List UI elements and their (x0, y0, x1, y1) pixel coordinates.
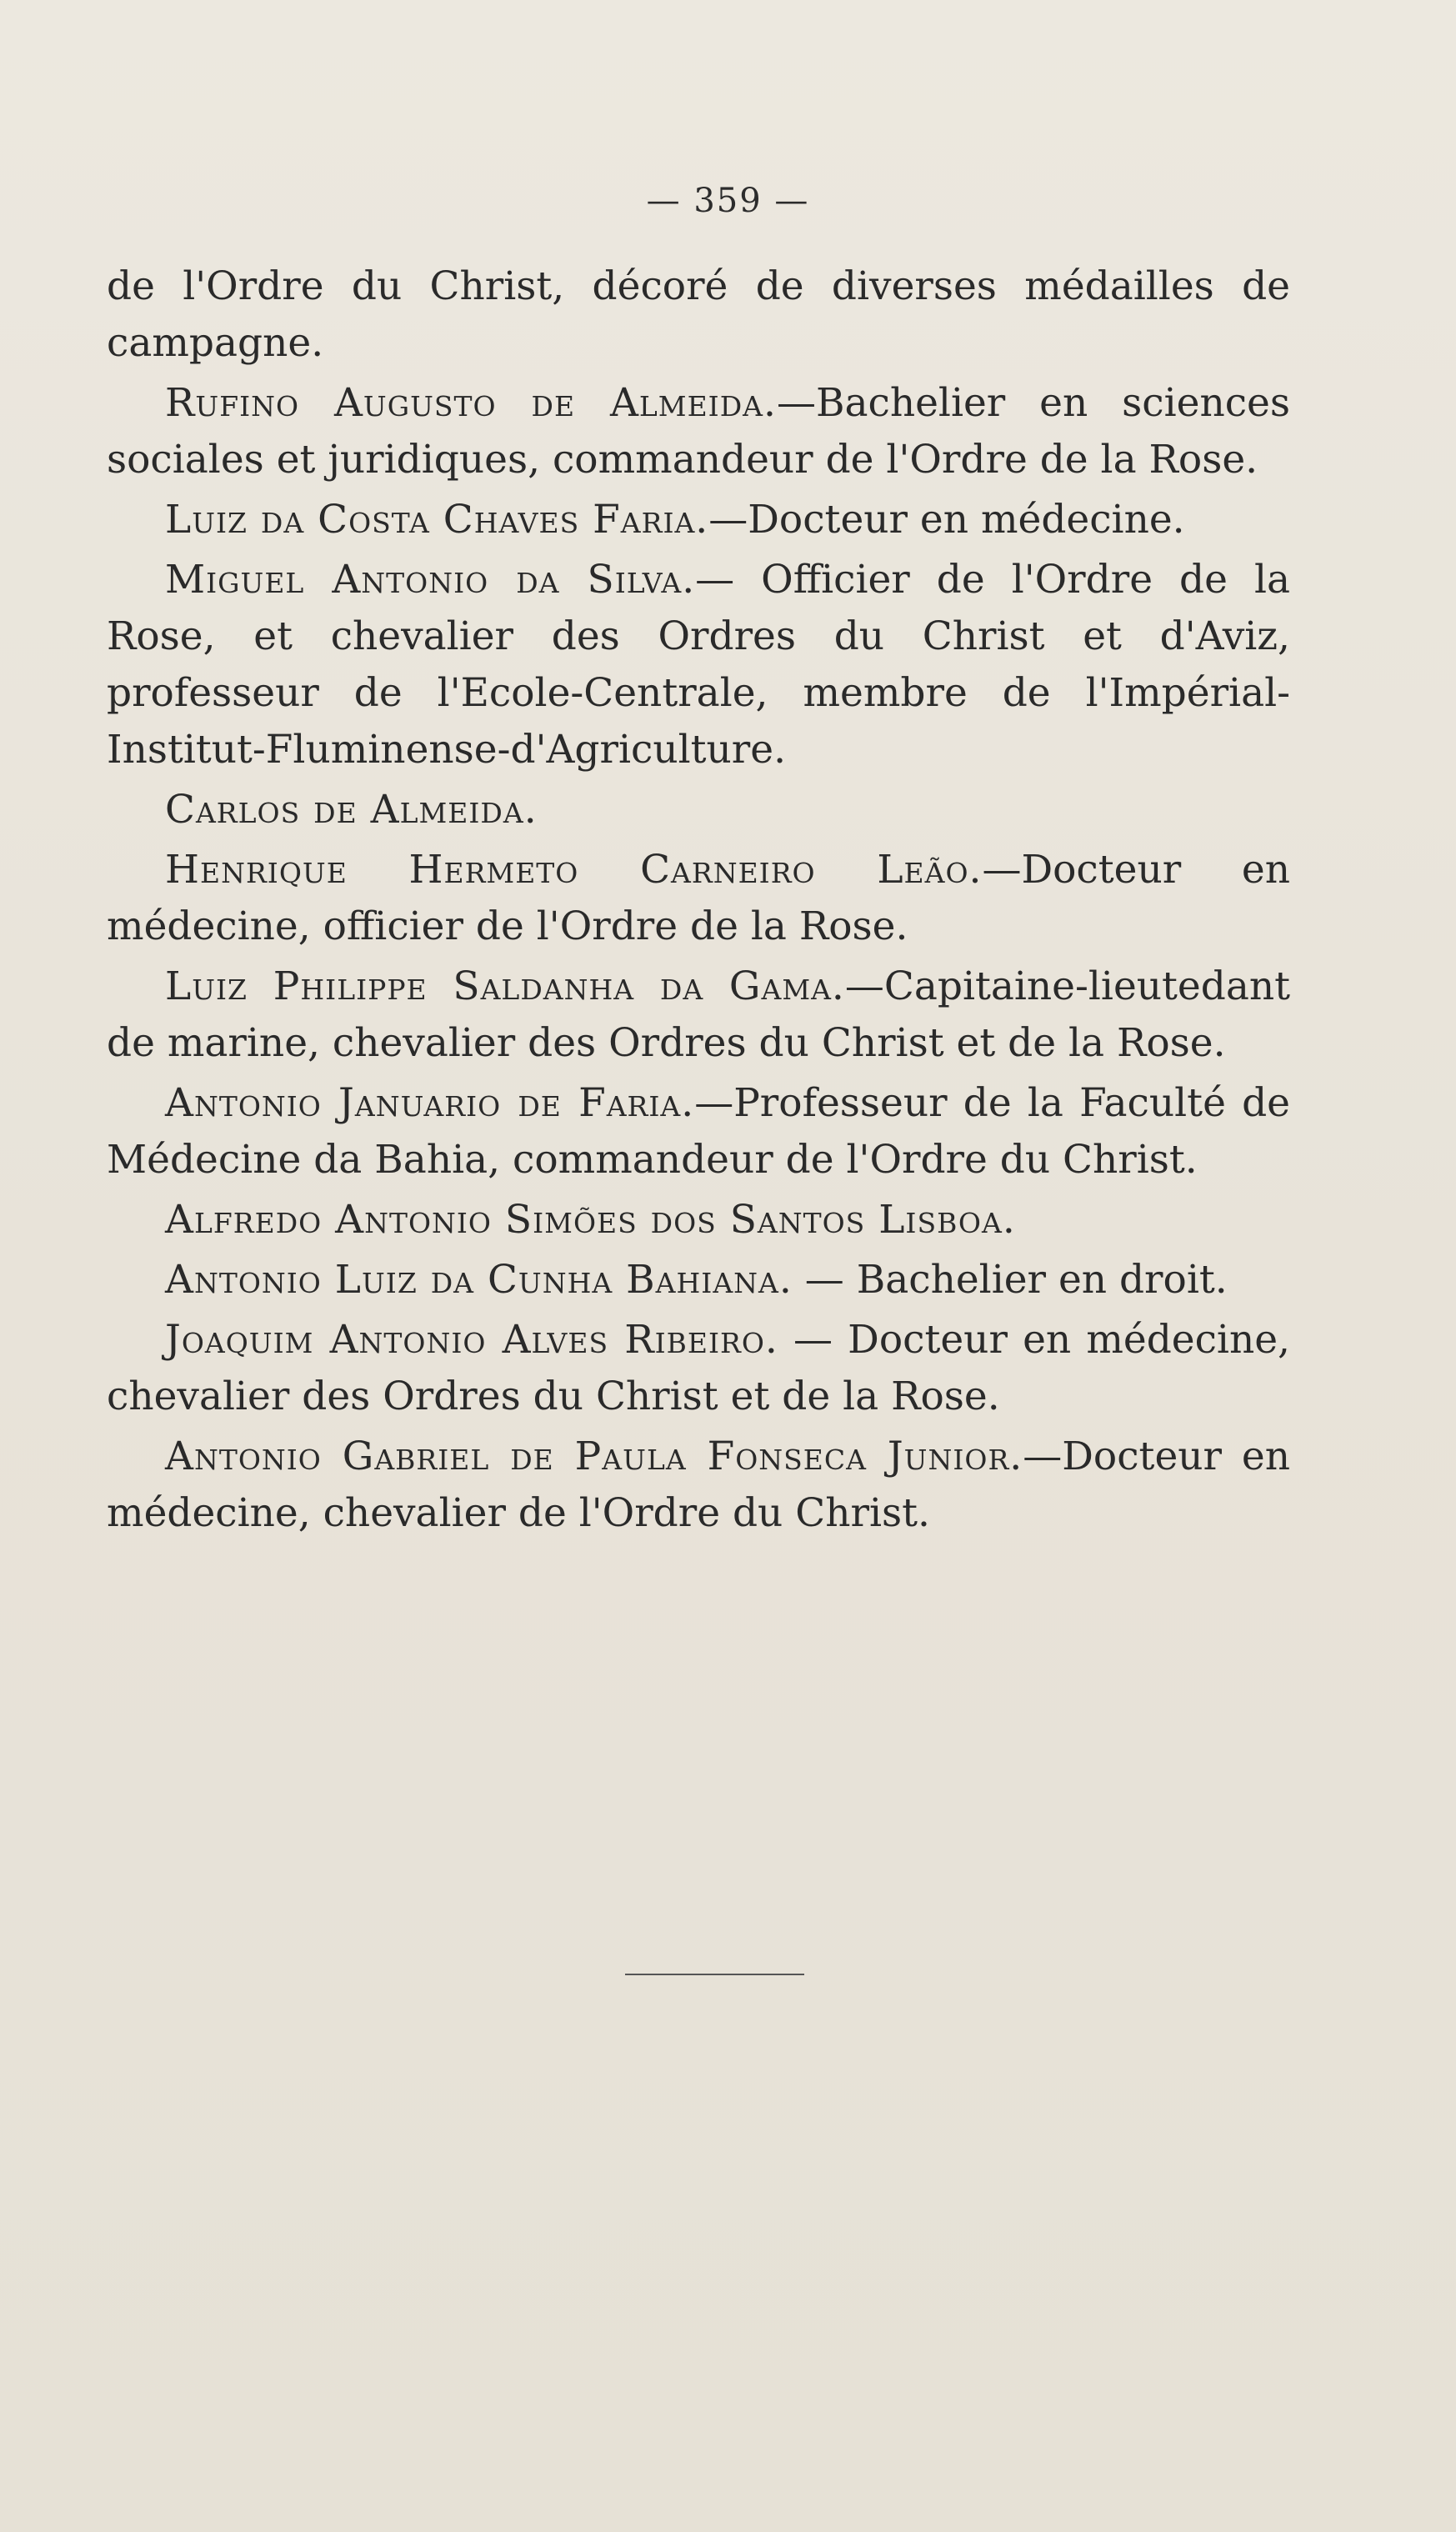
entry-name: Luiz Philippe Saldanha da Gama. (165, 963, 845, 1009)
section-divider (625, 1974, 804, 1975)
entry-text: —Bachelier en sciences sociales et juridiques, commandeur de l'Ordre de la Rose. (107, 380, 1290, 483)
entry-name: Joaquim Antonio Alves Ribeiro. (165, 1317, 778, 1363)
entry-henrique (107, 842, 1290, 955)
entry-antonio-gabriel (107, 1429, 1290, 1542)
entry-name: Antonio Gabriel de Paula Fonseca Junior. (165, 1434, 1023, 1479)
entry-text: —Docteur en médecine, chevalier de l'Ordre du Christ. (107, 1434, 1290, 1536)
entry-luiz-philippe (107, 958, 1290, 1072)
text-block (107, 258, 1290, 1545)
entry-miguel (107, 552, 1290, 778)
entry-text: —Docteur en médecine. (708, 497, 1185, 543)
entry-text: —Docteur en médecine, officier de l'Ordre de la Rose. (107, 847, 1290, 949)
entry-text: — Officier de l'Ordre de la Rose, et chevalier des Ordres du Christ et d'Aviz, professeur de l'Ecole-Centrale, membre de l'Impérial-Institut-Fluminense-d'Agriculture. (107, 557, 1291, 773)
entry-name: Luiz da Costa Chaves Faria. (165, 497, 709, 543)
entry-luiz-costa (107, 492, 1290, 548)
continuation-paragraph: de l'Ordre du Christ, décoré de diverses médailles de campagne. (107, 263, 1290, 366)
entry-text: — Bachelier en droit. (792, 1257, 1228, 1303)
entry-name: Alfredo Antonio Simões dos Santos Lisboa. (165, 1197, 1016, 1243)
entry-text: —Capitaine-lieutedant de marine, chevalier des Ordres du Christ et de la Rose. (107, 963, 1290, 1066)
entry-carlos (107, 782, 1290, 838)
entry-text: —Professeur de la Faculté de Médecine da Bahia, commandeur de l'Ordre du Christ. (107, 1080, 1290, 1183)
entry-name: Carlos de Almeida. (165, 787, 538, 833)
entry-joaquim (107, 1312, 1290, 1425)
entry-name: Henrique Hermeto Carneiro Leão. (165, 847, 983, 893)
entry-name: Miguel Antonio da Silva. (165, 557, 696, 603)
entry-name: Antonio Januario de Faria. (165, 1080, 695, 1126)
entry-name: Rufino Augusto de Almeida. (165, 380, 777, 426)
entry-rufino (107, 375, 1290, 488)
entry-antonio-luiz (107, 1252, 1290, 1309)
page-number: — 359 — (646, 182, 810, 220)
entry-text: — Docteur en médecine, chevalier des Ordres du Christ et de la Rose. (107, 1317, 1290, 1419)
entry-alfredo (107, 1192, 1290, 1248)
entry-antonio-januario (107, 1075, 1290, 1188)
entry-name: Antonio Luiz da Cunha Bahiana. (165, 1257, 793, 1303)
